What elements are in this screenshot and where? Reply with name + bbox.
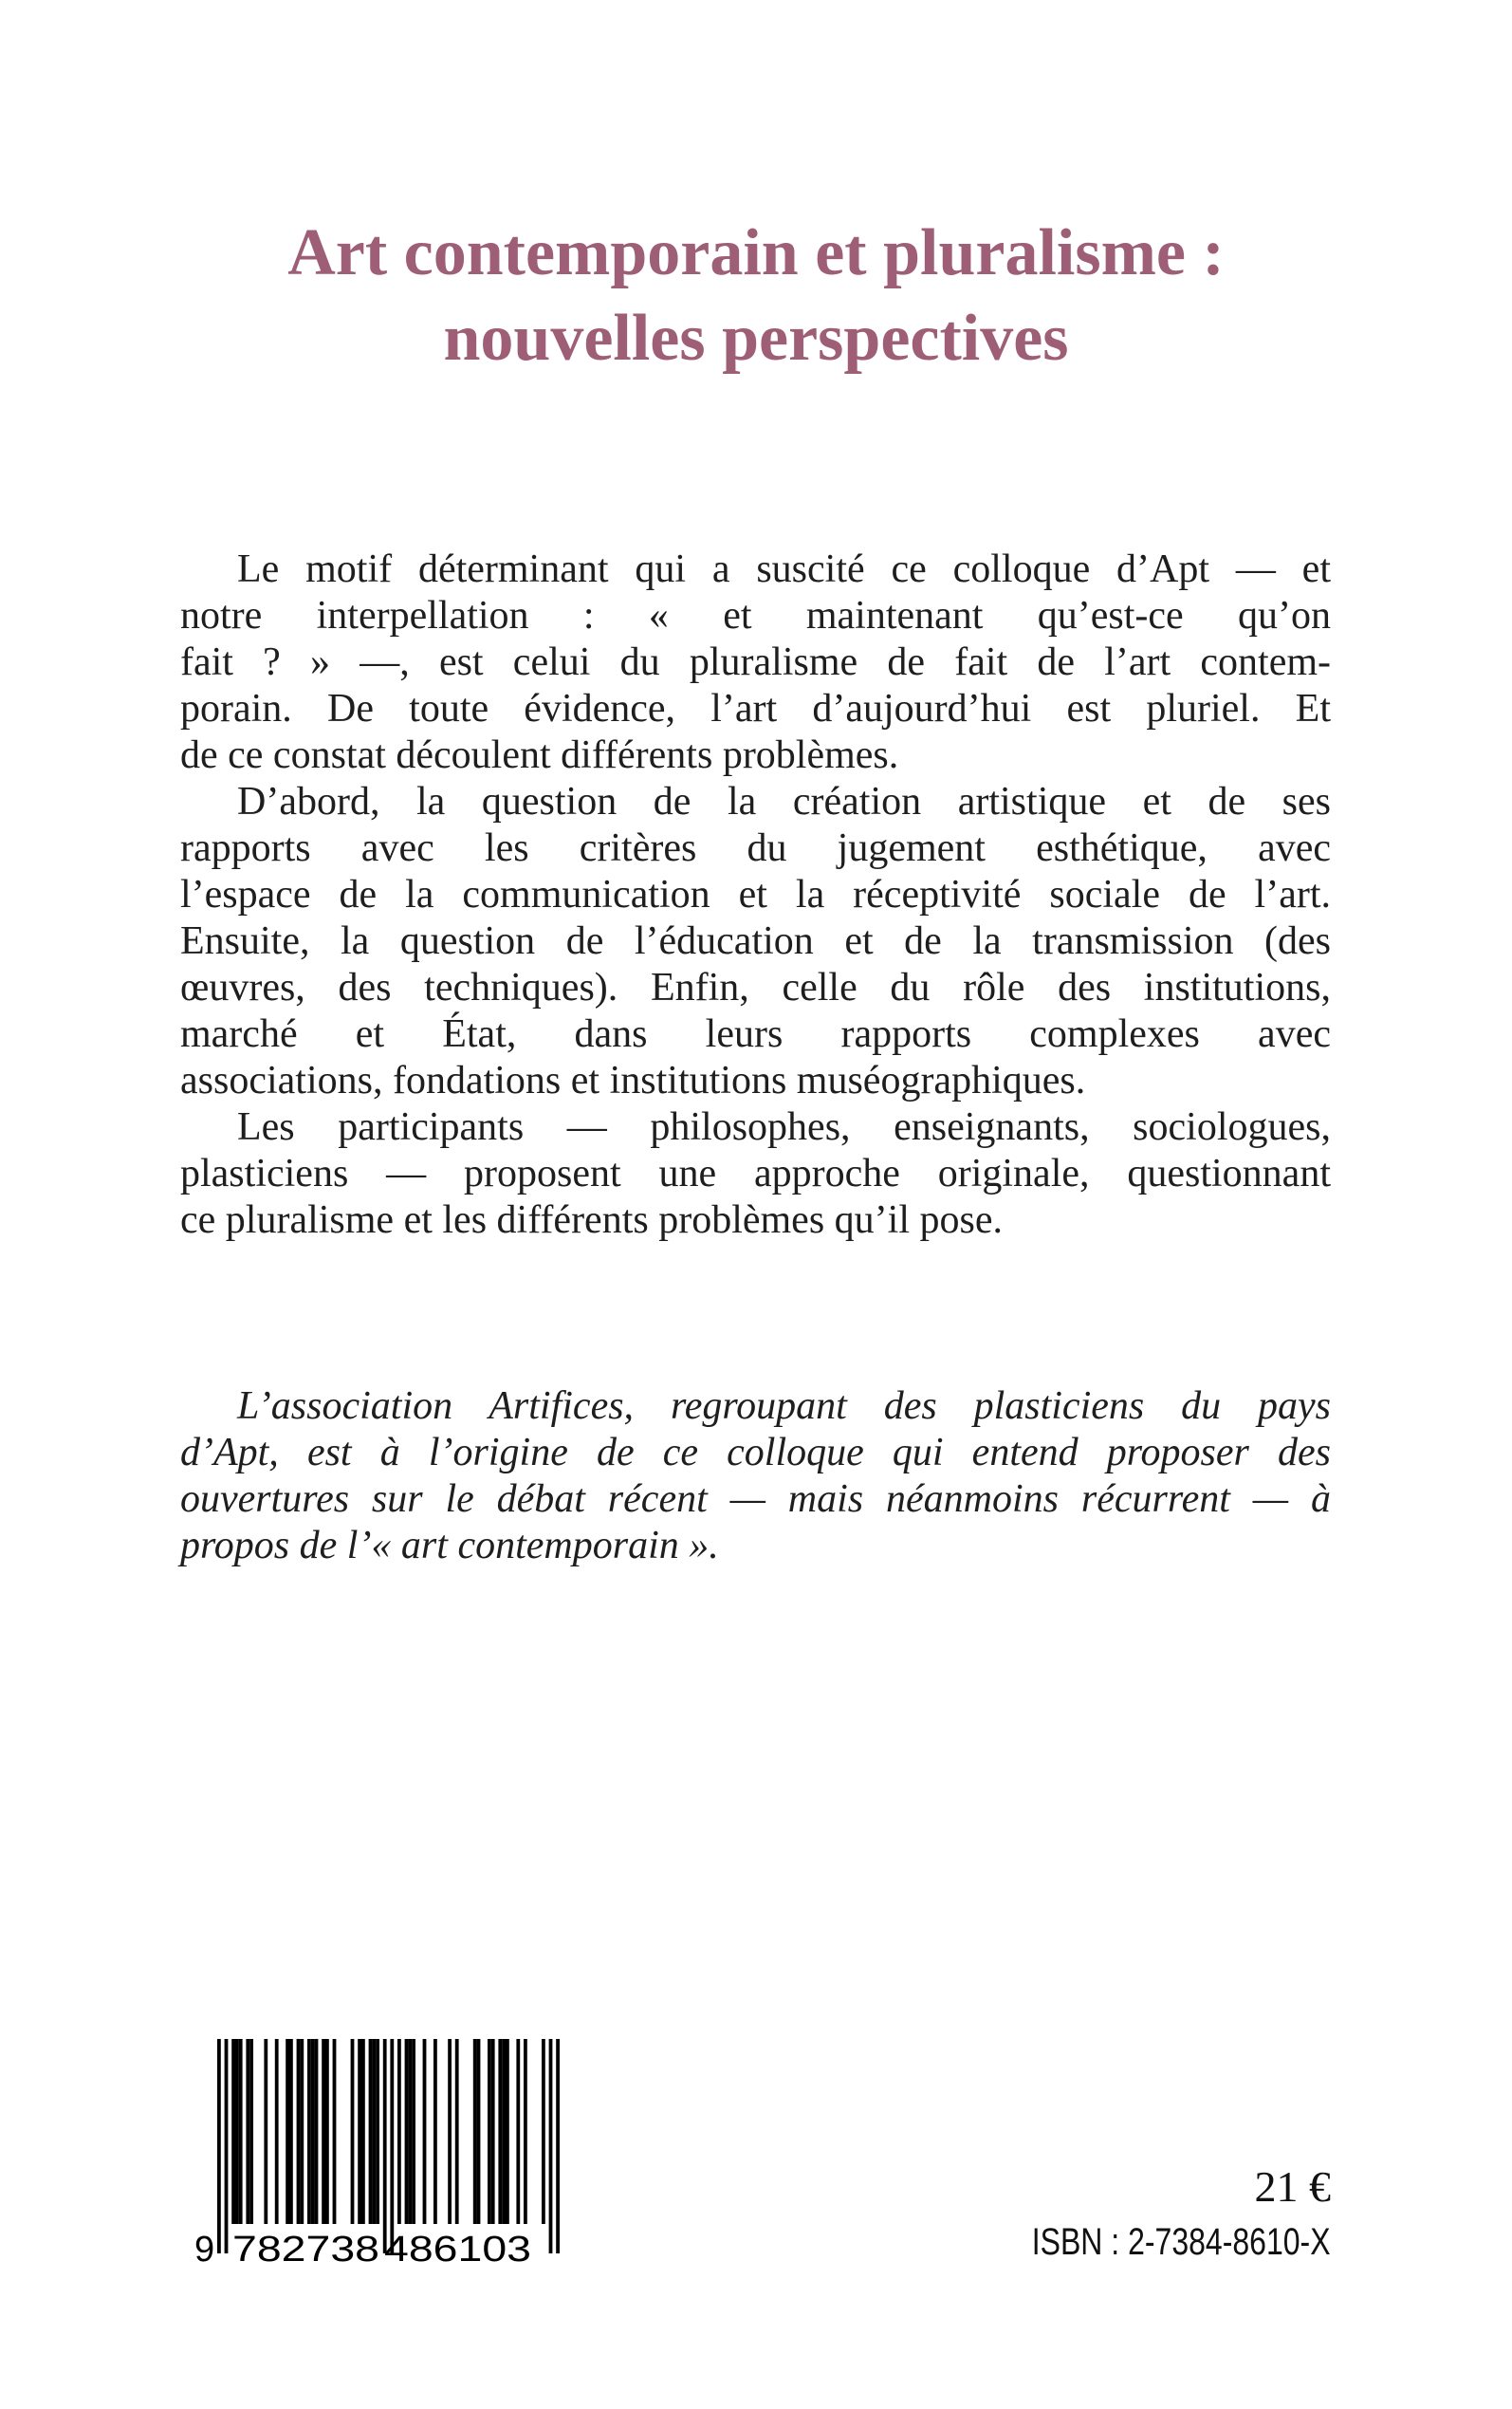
barcode-bar: [455, 2039, 459, 2224]
barcode-bar: [225, 2039, 229, 2253]
barcode-bar: [249, 2039, 253, 2224]
barcode-bar: [498, 2039, 502, 2224]
text-line: l’espace de la communication et la réceptivité sociale de l’art.: [180, 873, 1331, 917]
text-line: fait ? » —, est celui du pluralisme de fait de l’art contem-: [180, 640, 1331, 684]
text-line: ouvertures sur le débat récent — mais néanmoins récurrent — à: [180, 1477, 1331, 1521]
blurb-text: [180, 547, 1331, 1244]
barcode-digit-first: 9: [194, 2230, 215, 2267]
barcode-bar: [264, 2039, 267, 2224]
barcode-bar: [239, 2039, 243, 2224]
text-line: associations, fondations et institutions muséographiques.: [180, 1059, 1086, 1103]
barcode: [194, 2039, 574, 2267]
barcode-digits-left: 782738: [232, 2230, 379, 2267]
barcode-bar: [405, 2039, 409, 2224]
barcode-bar: [491, 2039, 495, 2224]
barcode-bar: [217, 2039, 221, 2253]
book-title-line-1: Art contemporain et pluralisme :: [287, 216, 1225, 289]
text-line: ce pluralisme et les différents problèmes qu’il pose.: [180, 1198, 1003, 1242]
barcode-bar: [311, 2039, 315, 2224]
barcode-bar: [423, 2039, 427, 2224]
barcode-bar: [477, 2039, 481, 2224]
barcode-bar: [246, 2039, 249, 2224]
text-line: marché et État, dans leurs rapports complexes avec: [180, 1012, 1331, 1056]
barcode-bar: [361, 2039, 365, 2224]
barcode-bar: [235, 2039, 239, 2224]
text-line: porain. De toute évidence, l’art d’aujourd’hui est pluriel. Et: [180, 687, 1331, 731]
barcode-bar: [286, 2039, 289, 2224]
text-line: d’Apt, est à l’origine de ce colloque qui entend proposer des: [180, 1431, 1331, 1474]
barcode-bar: [448, 2039, 452, 2224]
barcode-bar: [275, 2039, 279, 2224]
barcode-digits-right: 486103: [384, 2230, 531, 2267]
barcode-bar: [351, 2039, 355, 2224]
text-line: Ensuite, la question de l’éducation et de la transmission (des: [180, 919, 1331, 963]
book-title-line-2: nouvelles perspectives: [443, 302, 1069, 375]
barcode-bar: [524, 2039, 527, 2224]
barcode-bar: [473, 2039, 477, 2224]
barcode-bar: [556, 2039, 560, 2253]
barcode-bar: [542, 2039, 545, 2224]
barcode-bar: [549, 2039, 553, 2253]
text-line: L’association Artifices, regroupant des plasticiens du pays: [237, 1384, 1331, 1428]
barcode-bar: [412, 2039, 415, 2224]
association-note: [180, 1383, 1331, 1569]
barcode-bar: [397, 2039, 401, 2224]
text-line: notre interpellation : « et maintenant qu’est-ce qu’on: [180, 594, 1331, 638]
barcode-bars: [217, 2039, 560, 2253]
barcode-bar: [369, 2039, 373, 2224]
barcode-bar: [307, 2039, 311, 2224]
text-line: œuvres, des techniques). Enfin, celle du rôle des institutions,: [180, 966, 1331, 1010]
barcode-bar: [333, 2039, 337, 2224]
text-line: plasticiens — proposent une approche originale, questionnant: [180, 1152, 1331, 1195]
barcode-bar: [488, 2039, 491, 2224]
barcode-bar: [506, 2039, 509, 2224]
barcode-bar: [289, 2039, 293, 2224]
barcode-bar: [297, 2039, 301, 2224]
barcode-bar: [502, 2039, 506, 2224]
text-line: Le motif déterminant qui a suscité ce colloque d’Apt — et: [237, 547, 1331, 591]
barcode-bar: [315, 2039, 319, 2224]
text-line: rapports avec les critères du jugement esthétique, avec: [180, 826, 1331, 870]
barcode-bar: [376, 2039, 379, 2224]
barcode-bar: [433, 2039, 437, 2224]
barcode-bar: [322, 2039, 325, 2224]
text-line: propos de l’« art contemporain ».: [180, 1524, 719, 1567]
barcode-bar: [390, 2039, 394, 2253]
price: 21 €: [1254, 2162, 1331, 2211]
barcode-bar: [231, 2039, 235, 2224]
barcode-bar: [325, 2039, 329, 2224]
barcode-bar: [358, 2039, 361, 2224]
barcode-bar: [516, 2039, 520, 2224]
text-line: de ce constat découlent différents problèmes.: [180, 733, 899, 777]
barcode-bar: [300, 2039, 304, 2224]
isbn: ISBN : 2-7384-8610-X: [1032, 2221, 1331, 2263]
text-line: D’abord, la question de la création artistique et de ses: [237, 780, 1331, 824]
barcode-bar: [372, 2039, 376, 2224]
barcode-bar: [383, 2039, 387, 2253]
barcode-bar: [408, 2039, 412, 2224]
text-line: Les participants — philosophes, enseignants, sociologues,: [237, 1105, 1331, 1149]
